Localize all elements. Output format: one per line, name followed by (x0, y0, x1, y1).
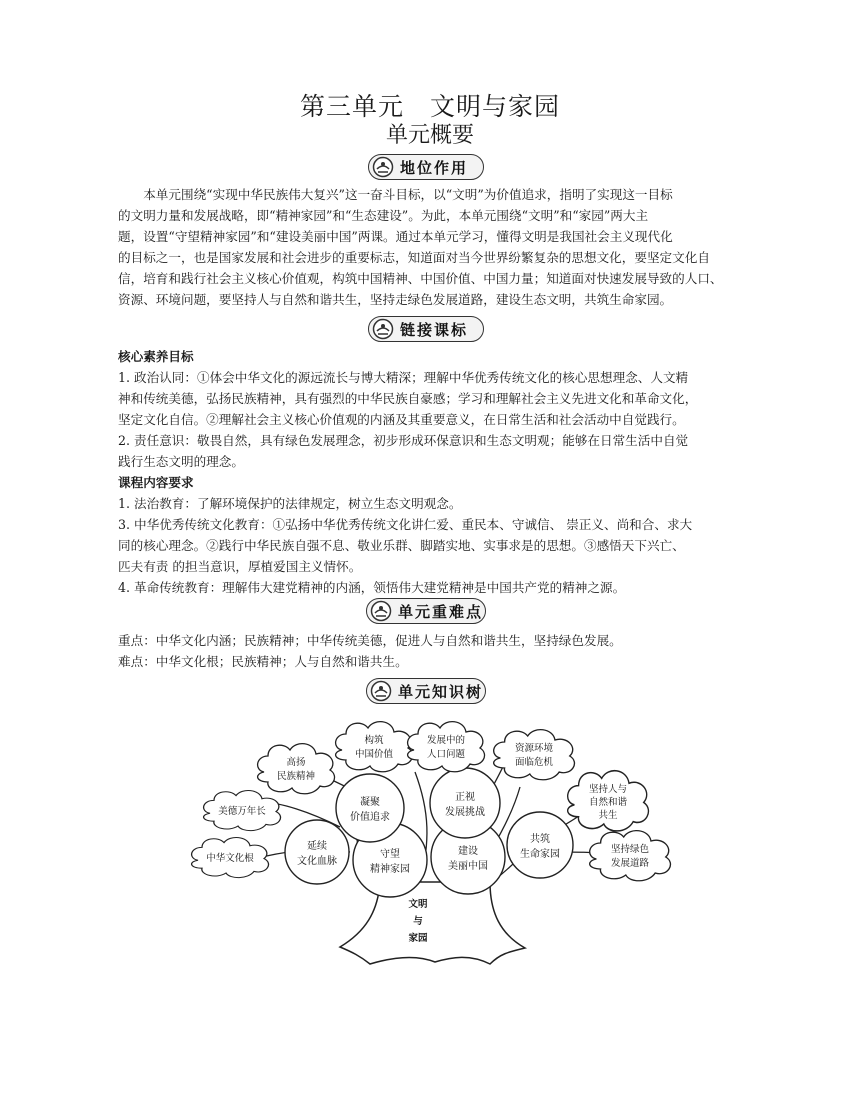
cloud-text: 人口问题 (426, 749, 466, 760)
knowledge-tree-diagram (190, 702, 680, 972)
text-line: 的目标之一，也是国家发展和社会进步的重要标志，知道面对当今世界纷繁复杂的思想文化，要坚定文化自 (118, 250, 710, 265)
cloud-text: 高扬 (286, 757, 306, 768)
section-emblem-icon (370, 600, 392, 622)
text-line: 2. 责任意识：敬畏自然，具有绿色发展理念，初步形成环保意识和生态文明观；能够在日常生活中自觉 (118, 433, 689, 448)
text-line: 1. 政治认同：①体会中华文化的源远流长与博大精深；理解中华优秀传统文化的核心思想理念、人文精 (118, 370, 689, 385)
node-text: 文化血脉 (297, 856, 337, 867)
text-line: 4. 革命传统教育：理解伟大建党精神的内涵，领悟伟大建党精神是中国共产党的精神之源。 (118, 580, 626, 595)
text-line: 重点：中华文化内涵；民族精神；中华传统美德，促进人与自然和谐共生，坚持绿色发展。 (118, 633, 622, 648)
section-pill-position-role (368, 154, 484, 180)
cloud-text: 发展道路 (610, 858, 650, 869)
node-yanxu (285, 820, 349, 884)
unit-subtitle: 单元概要 (385, 123, 474, 148)
trunk-text: 与 (413, 916, 423, 927)
cloud-jiazhi (336, 722, 413, 772)
section-emblem-icon (370, 680, 392, 702)
node-text: 守望 (380, 849, 400, 860)
cloud-text: 构筑 (364, 735, 384, 746)
cloud-ziyuan (494, 730, 575, 780)
text-line: 资源、环境问题，要坚持人与自然和谐共生，坚持走绿色发展道路，建设生态文明，共筑生命家园。 (118, 292, 673, 307)
cloud-text: 坚持绿色 (610, 844, 650, 855)
section-label: 链接课标 (400, 320, 469, 339)
cloud-text: 中华文化根 (206, 853, 254, 864)
cloud-text: 坚持人与 (588, 784, 628, 795)
section-pill-curriculum (368, 316, 484, 342)
key-points-block (118, 630, 743, 672)
unit-title: 第三单元 文明与家园 (299, 92, 560, 121)
node-text: 发展挑战 (445, 807, 485, 818)
cloud-meide (204, 790, 281, 830)
text-line: 难点：中华文化根；民族精神；人与自然和谐共生。 (118, 654, 408, 669)
cloud-text: 中国价值 (354, 749, 394, 760)
section-pill-key-points (366, 598, 486, 624)
cloud-lvse (590, 831, 671, 881)
cloud-renkou (408, 722, 485, 772)
text-line: 的文明力量和发展战略，即“精神家园”和“生态建设”。为此，本单元围绕“文明”和“家园”两大主 (118, 208, 649, 223)
position-role-paragraph (118, 184, 743, 310)
cloud-hexie (568, 771, 649, 831)
node-text: 共筑 (530, 834, 550, 845)
trunk-text: 文明 (408, 899, 428, 910)
section-emblem-icon (372, 156, 394, 178)
text-line: 匹夫有责 的担当意识，厚植爱国主义情怀。 (118, 559, 362, 574)
text-line: 题，设置“守望精神家园”和“建设美丽中国”两课。通过本单元学习，懂得文明是我国社会主义现代化 (118, 229, 673, 244)
core-heading: 核心素养目标 (118, 349, 194, 364)
section-label: 单元知识树 (398, 682, 484, 701)
trunk-text: 家园 (408, 933, 428, 944)
node-gongzhu (507, 812, 573, 878)
section-label: 地位作用 (400, 158, 469, 177)
node-text: 正视 (455, 792, 475, 803)
node-text: 生命家园 (520, 849, 560, 860)
cloud-text: 民族精神 (276, 771, 316, 782)
section-emblem-icon (372, 318, 394, 340)
content-heading: 课程内容要求 (118, 475, 194, 490)
text-line: 信，培育和践行社会主义核心价值观，构筑中国精神、中国价值、中国力量；知道面对快速发展导致的人口、 (118, 271, 723, 286)
text-line: 本单元围绕“实现中华民族伟大复兴”这一奋斗目标，以“文明”为价值追求，指明了实现这一目标 (143, 187, 673, 202)
node-zhengshi (430, 768, 500, 838)
node-text: 延续 (307, 841, 327, 852)
cloud-text: 面临危机 (514, 757, 554, 768)
node-text: 价值追求 (350, 812, 390, 823)
text-line: 同的核心理念。②践行中华民族自强不息、敬业乐群、脚踏实地、实事求是的思想。③感悟天下兴亡、 (118, 538, 685, 553)
cloud-text: 自然和谐 (588, 797, 628, 808)
section-label: 单元重难点 (398, 602, 484, 621)
node-text: 精神家园 (370, 864, 410, 875)
curriculum-block (118, 346, 750, 598)
node-ningju (336, 774, 404, 842)
text-line: 神和传统美德，弘扬民族精神，具有强烈的中华民族自豪感；学习和理解社会主义先进文化和革命文化， (118, 391, 698, 406)
cloud-text: 发展中的 (426, 735, 466, 746)
text-line: 坚定文化自信。②理解社会主义核心价值观的内涵及其重要意义，在日常生活和社会活动中自觉践行。 (118, 412, 685, 427)
tree-trunk (340, 882, 525, 964)
section-pill-knowledge-tree (366, 678, 486, 704)
node-text: 建设 (458, 846, 478, 857)
cloud-zhonghua-gen (192, 837, 269, 877)
node-text: 凝聚 (360, 797, 380, 808)
cloud-text: 共生 (598, 810, 618, 821)
cloud-text: 美德万年长 (218, 806, 266, 817)
cloud-minzu (258, 744, 335, 794)
text-line: 1. 法治教育：了解环境保护的法律规定，树立生态文明观念。 (118, 496, 462, 511)
cloud-text: 资源环境 (514, 743, 554, 754)
node-text: 美丽中国 (448, 861, 488, 872)
text-line: 践行生态文明的理念。 (118, 454, 244, 469)
text-line: 3. 中华优秀传统文化教育：①弘扬中华优秀传统文化讲仁爱、重民本、守诚信、 崇正义、尚和合、求大 (118, 517, 693, 532)
